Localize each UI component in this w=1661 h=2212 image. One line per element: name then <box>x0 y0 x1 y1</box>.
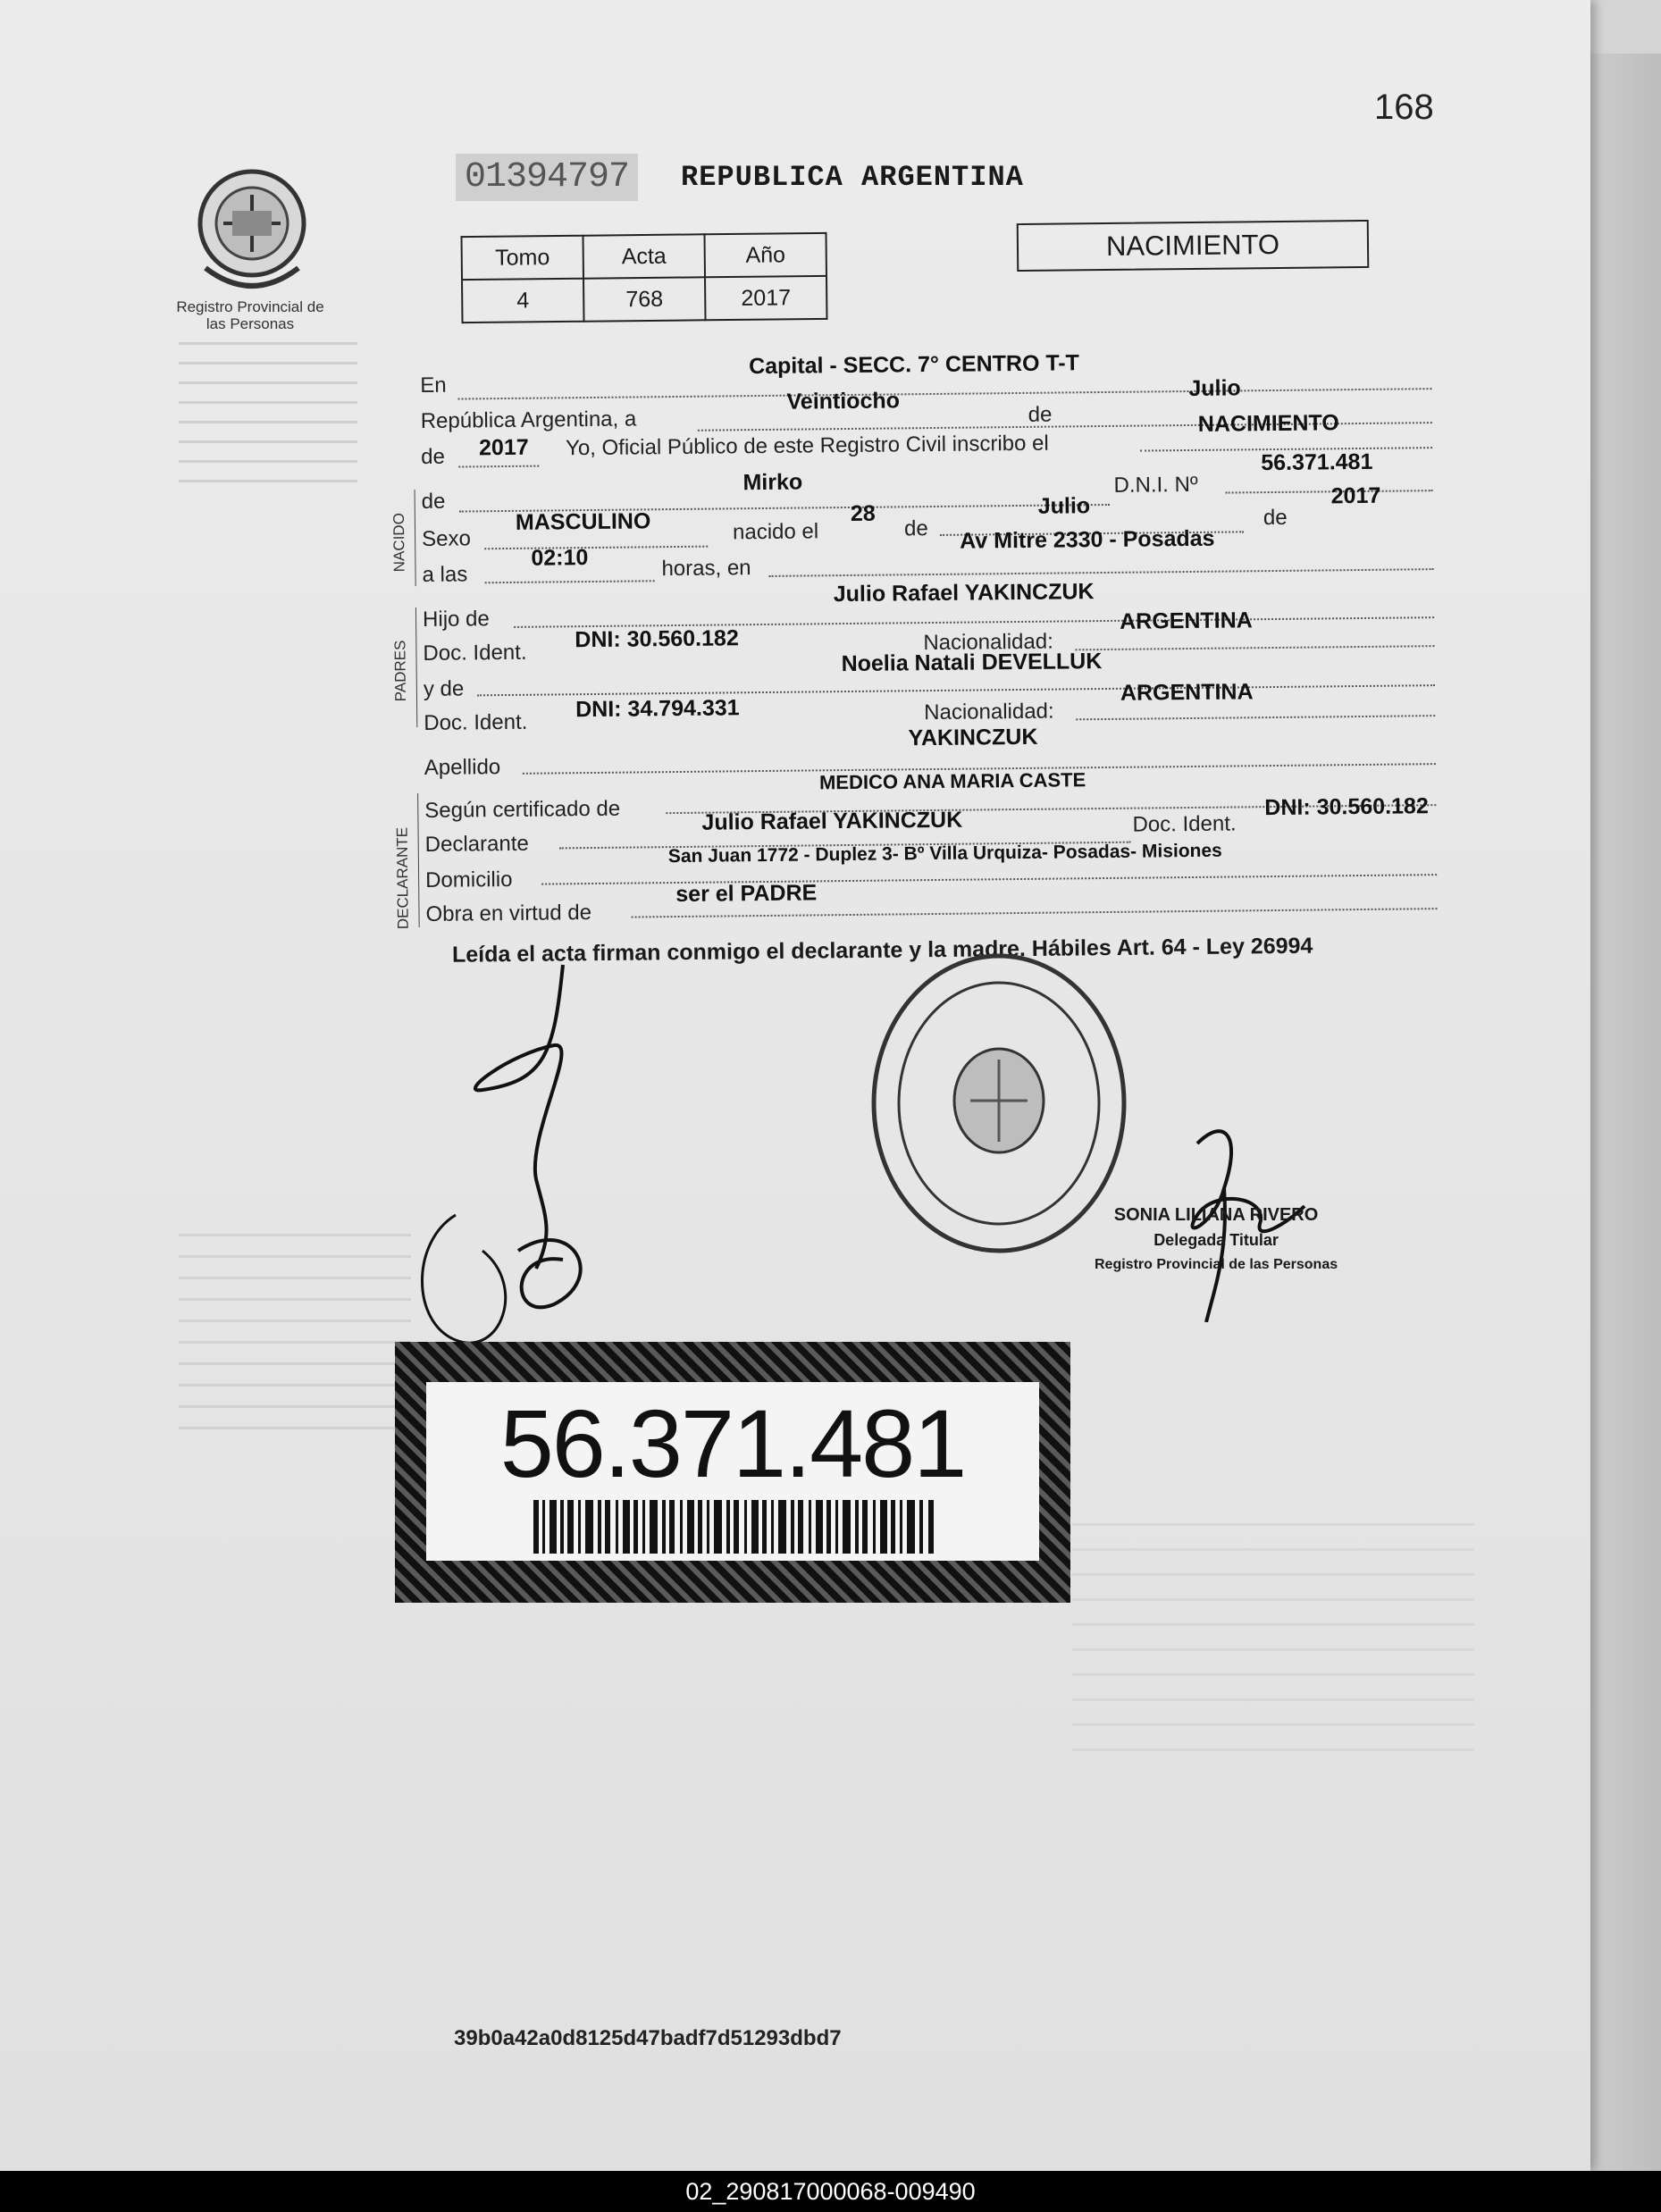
side-divider <box>415 490 416 586</box>
side-divider <box>415 607 417 727</box>
declarant-name-value: Julio Rafael YAKINCZUK <box>701 807 963 835</box>
country-title: REPUBLICA ARGENTINA <box>681 161 1024 194</box>
side-divider <box>417 793 420 927</box>
declarant-doc-value: DNI: 30.560.182 <box>1264 793 1429 821</box>
side-label-padres: PADRES <box>391 640 410 702</box>
mother-nationality-label: Nacionalidad: <box>924 699 1054 725</box>
barcode-bars <box>533 1500 935 1554</box>
dotted-line <box>484 546 708 550</box>
record-type-box: NACIMIENTO <box>1017 220 1370 272</box>
sexo-value: MASCULINO <box>515 508 651 535</box>
header-ano: Año <box>704 233 826 277</box>
capacity-value: ser el PADRE <box>675 880 818 908</box>
serial-number: 01394797 <box>456 154 638 201</box>
record-table-header-row <box>462 233 826 280</box>
domicilio-label: Domicilio <box>424 867 513 892</box>
mother-doc-label: Doc. Ident. <box>424 709 528 735</box>
closing-statement: Leída el acta firman conmigo el declarante y la madre. Hábiles Art. 64 - Ley 26994 <box>451 933 1313 968</box>
sexo-label: Sexo <box>421 526 471 551</box>
record-table-value-row <box>462 276 826 323</box>
barcode-inner <box>426 1382 1039 1561</box>
barcode-number: 56.371.481 <box>499 1389 966 1497</box>
a-las-label: a las <box>422 562 468 587</box>
month-value: Julio <box>1188 375 1241 401</box>
address-value: San Juan 1772 - Duplez 3- Bº Villa Urquiza- Posadas- Misiones <box>667 840 1222 867</box>
bleed-through-block <box>179 339 357 482</box>
birth-de-label: de <box>903 516 928 541</box>
mother-name-value: Noelia Natali DEVELLUK <box>841 649 1103 677</box>
dotted-line <box>632 908 1438 917</box>
child-name-value: Mirko <box>742 469 803 496</box>
father-nationality-label: Nacionalidad: <box>923 629 1053 656</box>
dotted-line <box>457 388 1431 399</box>
obra-label: Obra en virtud de <box>425 901 592 926</box>
en-label: En <box>420 373 447 398</box>
dotted-line <box>769 568 1434 577</box>
certificate-by-value: MEDICO ANA MARIA CASTE <box>818 768 1086 794</box>
dotted-line <box>477 684 1435 696</box>
declarante-label: Declarante <box>424 831 529 857</box>
registry-seal-logo <box>188 161 317 299</box>
value-acta: 768 <box>583 277 705 321</box>
inscribo-label: Yo, Oficial Público de este Registro Civil inscribo el <box>565 431 1049 461</box>
surname-value: YAKINCZUK <box>908 724 1038 751</box>
republica-label: República Argentina, a <box>420 406 637 433</box>
dni-label: D.N.I. Nº <box>1113 472 1198 498</box>
father-nationality-value: ARGENTINA <box>1119 607 1253 634</box>
child-dni-value: 56.371.481 <box>1261 448 1373 476</box>
document-hash: 39b0a42a0d8125d47badf7d51293dbd7 <box>454 2026 842 2050</box>
name-label: de <box>421 489 446 514</box>
nacido-el-label: nacido el <box>732 519 819 545</box>
header-acta: Acta <box>583 234 705 278</box>
officer-name: SONIA LILIANA RIVERO <box>1113 1205 1319 1225</box>
day-words-value: Veintiocho <box>786 388 901 415</box>
birth-de-label-2: de <box>1263 505 1288 531</box>
y-de-label: y de <box>423 676 465 701</box>
birth-year-value: 2017 <box>1330 482 1381 509</box>
birth-month-value: Julio <box>1037 493 1091 519</box>
officer-block <box>1095 1202 1338 1278</box>
officer-title: Delegada Titular <box>1153 1231 1279 1249</box>
mother-nationality-value: ARGENTINA <box>1120 679 1254 706</box>
value-tomo: 4 <box>462 279 583 323</box>
declarant-doc-label: Doc. Ident. <box>1132 811 1237 837</box>
hijo-de-label: Hijo de <box>422 607 490 632</box>
value-ano: 2017 <box>705 276 826 320</box>
father-doc-value: DNI: 30.560.182 <box>575 625 739 653</box>
registry-name: Registro Provincial de las Personas <box>176 298 324 332</box>
page-number: 168 <box>1374 88 1434 127</box>
record-table <box>460 232 827 323</box>
dotted-line <box>1075 645 1434 650</box>
bleed-through-block <box>179 1233 411 1429</box>
bleed-through-block <box>1072 1519 1474 1751</box>
de-label: de <box>1028 402 1053 427</box>
year-prefix-label: de <box>421 444 446 469</box>
dotted-line <box>458 465 539 468</box>
year-value: 2017 <box>478 434 529 461</box>
header-tomo: Tomo <box>462 236 583 280</box>
father-name-value: Julio Rafael YAKINCZUK <box>833 579 1095 607</box>
birth-day-value: 28 <box>850 500 876 526</box>
mother-doc-value: DNI: 34.794.331 <box>575 695 740 723</box>
dotted-line <box>485 580 655 583</box>
birth-time-value: 02:10 <box>531 545 589 571</box>
barcode-label <box>395 1342 1070 1603</box>
place-value: Capital - SECC. 7° CENTRO T-T <box>748 350 1080 380</box>
side-label-nacido: NACIDO <box>390 513 408 573</box>
footer-id-bar: 02_290817000068-009490 <box>0 2171 1661 2212</box>
certificado-label: Según certificado de <box>424 796 621 823</box>
event-value: NACIMIENTO <box>1197 410 1339 437</box>
side-label-declarante: DECLARANTE <box>393 826 412 930</box>
declarant-signature <box>402 947 652 1358</box>
birth-place-value: Av Mitre 2330 - Posadas <box>960 525 1215 554</box>
apellido-label: Apellido <box>424 755 501 780</box>
official-stamp <box>865 947 1133 1260</box>
dotted-line <box>1226 490 1433 493</box>
officer-office: Registro Provincial de las Personas <box>1095 1257 1338 1272</box>
dotted-line <box>1076 715 1435 720</box>
horas-label: horas, en <box>661 556 751 582</box>
father-doc-label: Doc. Ident. <box>423 640 527 666</box>
